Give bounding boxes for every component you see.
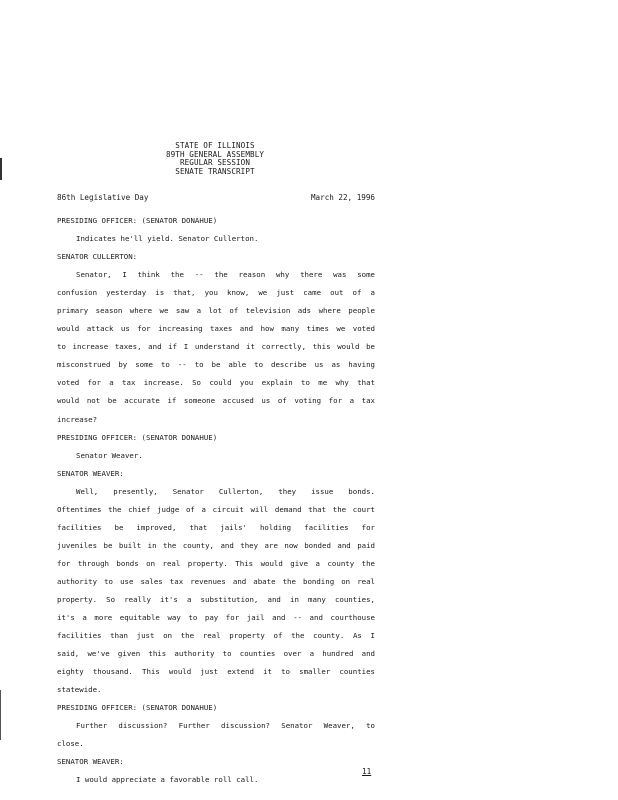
transcript-line: said, we've given this authority to counties over a hundred and [57, 649, 375, 659]
transcript-line: Oftentimes the chief judge of a circuit will demand that the court [57, 504, 375, 514]
session-date: March 22, 1996 [310, 193, 375, 202]
transcript-body [57, 212, 375, 790]
header-line: 89TH GENERAL ASSEMBLY [165, 149, 265, 159]
transcript-line: Senator Weaver. [76, 450, 143, 460]
transcript-line: confusion yesterday is that, you know, we just came out of a [57, 288, 375, 298]
transcript-line: Further discussion? Further discussion? Senator Weaver, to [76, 721, 375, 731]
transcript-line: property. So really it's a substitution, and in many counties, [57, 594, 375, 604]
transcript-line: would attack us for increasing taxes and how many times we voted [57, 324, 375, 334]
transcript-line: juveniles be built in the county, and they are now bonded and paid [57, 540, 375, 550]
speaker-label: PRESIDING OFFICER: (SENATOR DONAHUE) [57, 216, 218, 225]
document-header [150, 142, 280, 176]
header-line: STATE OF ILLINOIS [175, 141, 255, 150]
transcript-line: facilities be improved, that jails' holding facilities for [57, 522, 375, 532]
transcript-line: for through bonds on real property. This would give a county the [57, 558, 375, 568]
transcript-line: to increase taxes, and if I understand it correctly, this would be [57, 342, 375, 352]
transcript-line: misconstrued by some to -- to be able to describe us as having [57, 360, 375, 370]
transcript-line: Indicates he'll yield. Senator Cullerton. [76, 234, 259, 244]
transcript-line: statewide. [57, 685, 102, 695]
transcript-line: increase? [57, 414, 98, 424]
transcript-line: authority to use sales tax revenues and abate the bonding on real [57, 576, 375, 586]
header-line: SENATE TRANSCRIPT [175, 166, 255, 176]
speaker-label: SENATOR WEAVER: [57, 757, 124, 767]
legislative-day: 86th Legislative Day [57, 193, 149, 202]
speaker-label: SENATOR WEAVER: [57, 468, 124, 478]
header-line: REGULAR SESSION [179, 158, 251, 168]
speaker-label: PRESIDING OFFICER: (SENATOR DONAHUE) [57, 432, 218, 442]
transcript-line: close. [57, 739, 84, 749]
transcript-line: Well, presently, Senator Cullerton, they issue bonds. [76, 486, 375, 496]
transcript-line: I would appreciate a favorable roll call. [76, 775, 259, 785]
transcript-line: would not be accurate if someone accused us of voting for a tax [57, 396, 375, 406]
transcript-line: eighty thousand. This would just extend it to smaller counties [57, 667, 375, 677]
transcript-line: Senator, I think the -- the reason why there was some [76, 270, 375, 280]
scan-edge-mark [0, 158, 2, 180]
transcript-line: voted for a tax increase. So could you explain to me why that [57, 378, 375, 388]
transcript-line: it's a more equitable way to pay for jail and -- and courthouse [57, 613, 375, 623]
scan-edge-mark [0, 690, 1, 740]
speaker-label: PRESIDING OFFICER: (SENATOR DONAHUE) [57, 703, 218, 713]
page-number: 11 [362, 767, 372, 776]
transcript-line: primary season where we saw a lot of television ads where people [57, 306, 375, 316]
transcript-line: facilities than just on the real property of the county. As I [57, 631, 375, 641]
speaker-label: SENATOR CULLERTON: [57, 252, 138, 262]
